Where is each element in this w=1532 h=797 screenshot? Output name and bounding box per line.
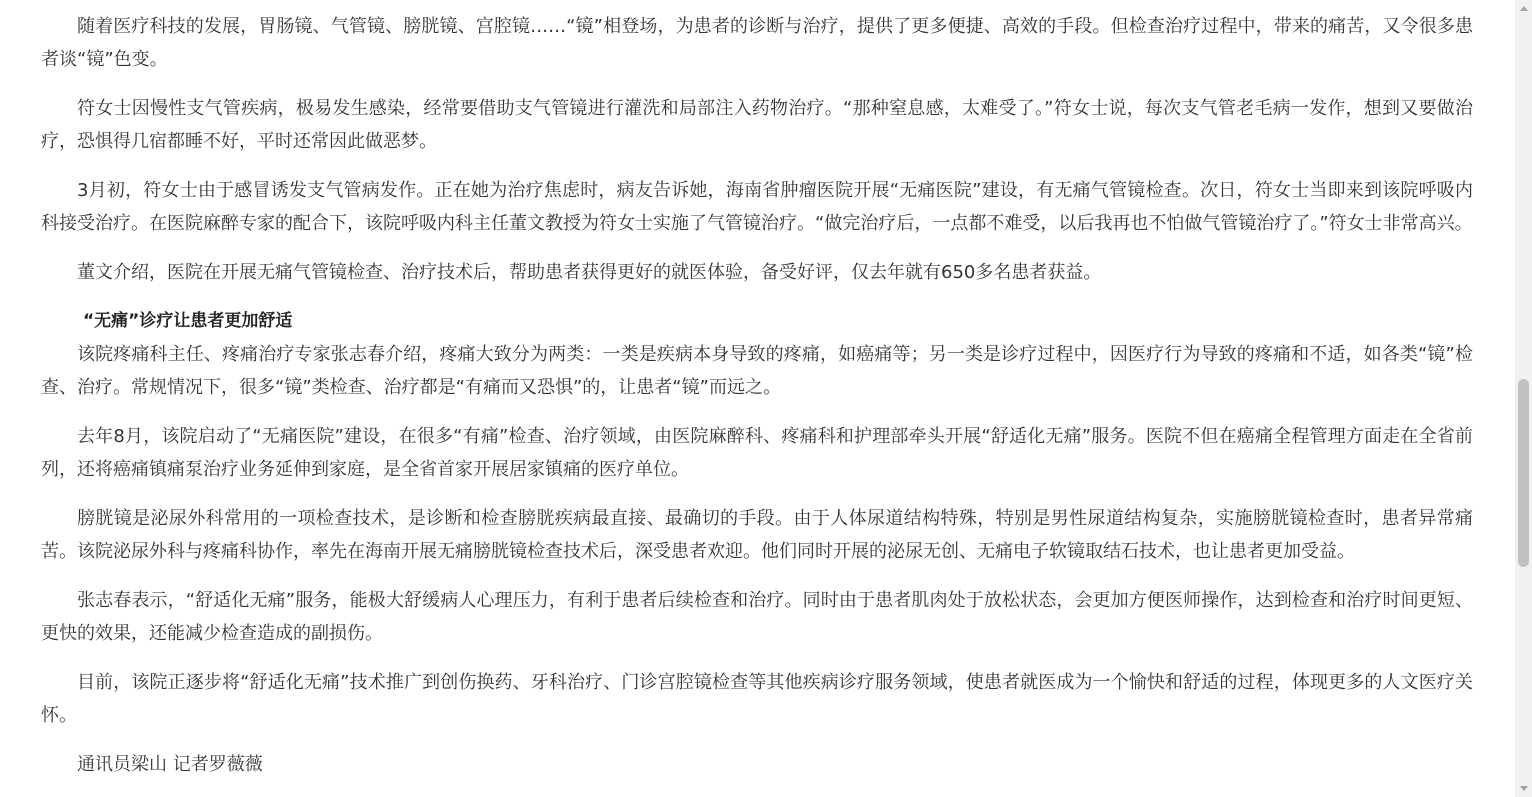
paragraph: 张志春表示，“舒适化无痛”服务，能极大舒缓病人心理压力，有利于患者后续检查和治疗。同时由于患者肌肉处于放松状态，会更加方便医师操作，达到检查和治疗时间更短、更快的效果，还能减少检查造成的副损伤。 bbox=[41, 590, 1473, 644]
paragraph: 膀胱镜是泌尿外科常用的一项检查技术，是诊断和检查膀胱疾病最直接、最确切的手段。由于人体尿道结构特殊，特别是男性尿道结构复杂，实施膀胱镜检查时，患者异常痛苦。该院泌尿外科与疼痛科协作，率先在海南开展无痛膀胱镜检查技术后，深受患者欢迎。他们同时开展的泌尿无创、无痛电子软镜取结石技术，也让患者更加受益。 bbox=[41, 508, 1473, 562]
paragraph: 董文介绍，医院在开展无痛气管镜检查、治疗技术后，帮助患者获得更好的就医体验，备受好评，仅去年就有650多名患者获益。 bbox=[77, 262, 1102, 283]
paragraph: 符女士因慢性支气管疾病，极易发生感染，经常要借助支气管镜进行灌洗和局部注入药物治疗。“那种窒息感，太难受了。”符女士说，每次支气管老毛病一发作，想到又要做治疗，恐惧得几宿都睡不好，平时还常因此做恶梦。 bbox=[41, 98, 1473, 152]
paragraph: 3月初，符女士由于感冒诱发支气管病发作。正在她为治疗焦虑时，病友告诉她，海南省肿瘤医院开展“无痛医院”建设，有无痛气管镜检查。次日，符女士当即来到该院呼吸内科接受治疗。在医院麻醉专家的配合下，该院呼吸内科主任董文教授为符女士实施了气管镜治疗。“做完治疗后，一点都不难受，以后我再也不怕做气管镜治疗了。”符女士非常高兴。 bbox=[41, 180, 1473, 234]
chevron-down-icon[interactable] bbox=[1515, 780, 1532, 797]
paragraph: 随着医疗科技的发展，胃肠镜、气管镜、膀胱镜、宫腔镜……“镜”相登场，为患者的诊断与治疗，提供了更多便捷、高效的手段。但检查治疗过程中，带来的痛苦，又令很多患者谈“镜”色变。 bbox=[41, 16, 1473, 70]
scrollbar-thumb[interactable] bbox=[1518, 379, 1529, 567]
paragraph: 目前，该院正逐步将“舒适化无痛”技术推广到创伤换药、牙科治疗、门诊宫腔镜检查等其他疾病诊疗服务领域，使患者就医成为一个愉快和舒适的过程，体现更多的人文医疗关怀。 bbox=[41, 672, 1473, 726]
section-heading: “无痛”诊疗让患者更加舒适 bbox=[83, 311, 293, 331]
paragraph: 该院疼痛科主任、疼痛治疗专家张志春介绍，疼痛大致分为两类：一类是疾病本身导致的疼痛，如癌痛等；另一类是诊疗过程中，因医疗行为导致的疼痛和不适，如各类“镜”检查、治疗。常规情况下，很多“镜”类检查、治疗都是“有痛而又恐惧”的，让患者“镜”而远之。 bbox=[41, 344, 1473, 398]
paragraph: 去年8月，该院启动了“无痛医院”建设，在很多“有痛”检查、治疗领域，由医院麻醉科、疼痛科和护理部牵头开展“舒适化无痛”服务。医院不但在癌痛全程管理方面走在全省前列，还将癌痛镇痛泵治疗业务延伸到家庭，是全省首家开展居家镇痛的医疗单位。 bbox=[41, 426, 1473, 480]
chevron-up-icon[interactable] bbox=[1515, 0, 1532, 17]
vertical-scrollbar[interactable] bbox=[1515, 0, 1532, 797]
byline: 通讯员梁山 记者罗薇薇 bbox=[77, 754, 263, 775]
article-body bbox=[41, 10, 1473, 781]
